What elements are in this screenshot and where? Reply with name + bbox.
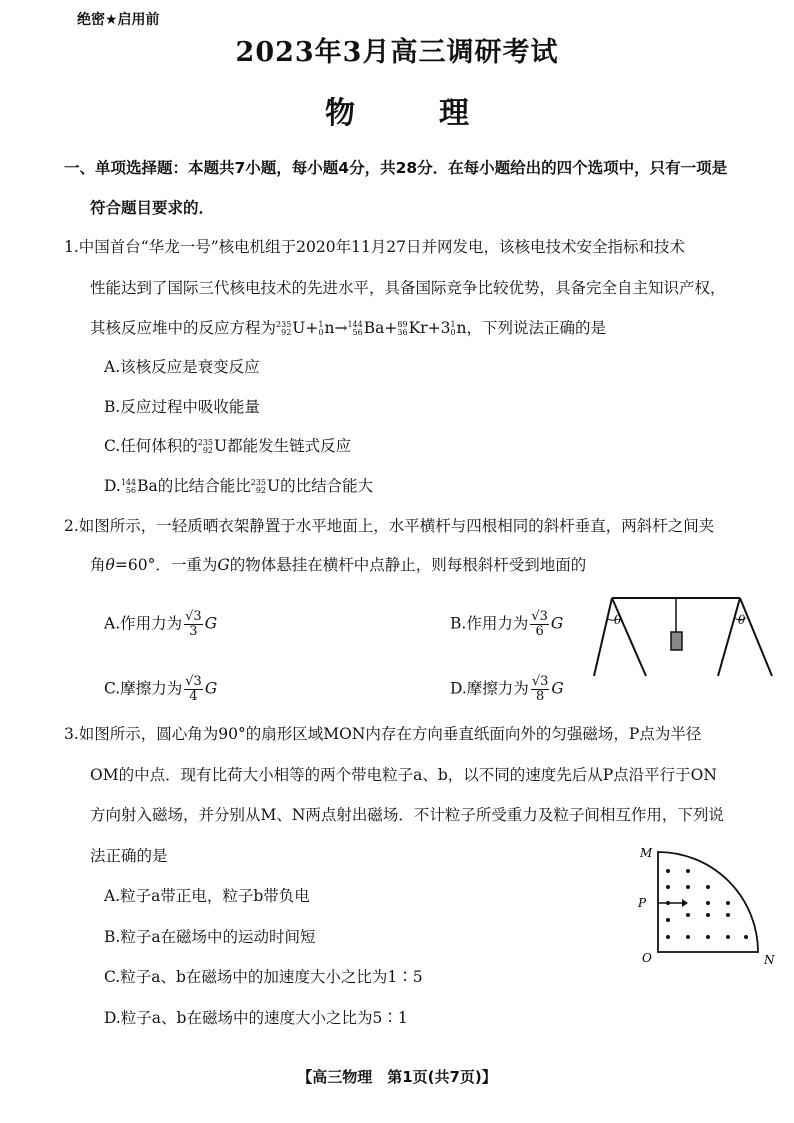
q2-line-1: 2.如图所示，一轻质晒衣架静置于水平地面上，水平横杆与四根相同的斜杆垂直，两斜杆之间夹 [64,517,715,535]
field-dot [744,935,748,939]
section-heading-line-2: 符合题目要求的． [90,199,215,217]
plus-sign: + [427,319,441,337]
option-text: C.任何体积的 [104,437,198,455]
numerator: √3 [531,609,548,624]
field-dots [666,869,748,939]
q2-option-c[interactable] [104,675,217,704]
q1-line-3-suffix: ，下列说法正确的是 [466,319,607,337]
q3-line-3: 方向射入磁场，并分别从M、N两点射出磁场．不计粒子所受重力及粒子间相互作用，下列说 [90,806,724,824]
field-dot [706,901,710,905]
weight-symbol: G [217,556,230,574]
denominator: 4 [189,689,198,704]
q1-option-d[interactable] [104,476,373,496]
atomic-number: 92 [202,446,214,455]
mass-number: 1 [450,320,456,329]
fraction [184,675,203,704]
fraction [184,610,203,639]
mass-number: 235 [197,438,214,447]
weight-symbol: G [551,679,564,698]
field-dot [726,913,730,917]
q1-option-a[interactable]: A.该核反应是衰变反应 [104,358,260,376]
symbol-Ba: Ba [363,319,385,337]
nuclide-index [198,439,213,455]
nuclear-equation [276,319,467,337]
q2-option-a[interactable] [104,610,217,639]
mass-number: 1 [318,320,324,329]
field-dot [726,935,730,939]
q3-line-2: OM的中点．现有比荷大小相等的两个带电粒子a、b，以不同的速度先后从P点沿平行于ON [90,766,717,784]
q1-line-3 [90,318,606,338]
atomic-number: 56 [125,486,137,495]
right-leg-inner [718,598,740,676]
option-text: D.摩擦力为 [450,679,529,698]
weight-symbol: G [204,679,218,698]
symbol-Kr: Kr [408,319,428,337]
numerator: √3 [531,674,549,689]
mass-number: 144 [347,320,363,329]
arrow: → [334,319,348,337]
fraction [530,610,549,639]
symbol-n: n [324,319,335,337]
field-dot [726,901,730,905]
label-M: M [640,846,653,860]
q1-line-2: 性能达到了国际三代核电技术的先进水平，具备国际竞争比较优势，具备完全自主知识产权， [90,279,726,297]
subject-char-1: 物 [325,96,355,131]
q3-option-d[interactable]: D.粒子a、b在磁场中的速度大小之比为5∶1 [104,1009,408,1027]
q3-line-4: 法正确的是 [90,847,168,865]
q2-text: 的物体悬挂在横杆中点静止，则每根斜杆受到地面的 [229,556,587,574]
field-dot [706,913,710,917]
nuclide-index [347,321,362,337]
hanging-weight [671,632,682,650]
atomic-number: 0 [318,328,324,337]
field-dot [666,869,670,873]
confidential-mark: 绝密★启用前 [77,12,160,28]
option-text: C.摩擦力为 [104,679,183,698]
q2-text: 角 [90,556,106,574]
field-dot [666,918,670,922]
q3-option-a[interactable]: A.粒子a带正电，粒子b带负电 [104,887,310,905]
weight-symbol: G [204,614,218,633]
nuclide-index [318,321,323,337]
mass-number: 89 [397,320,408,329]
label-N: N [764,953,775,967]
nuclide-index [397,321,407,337]
field-dot [666,901,670,905]
weight-symbol: G [550,614,564,633]
q2-line-2 [90,555,586,575]
theta-symbol: θ [105,556,115,574]
field-dot [686,935,690,939]
theta-label-left: θ [614,613,622,627]
nuclide-index [276,321,291,337]
nuclide-index [121,479,136,495]
mass-number: 235 [250,478,267,487]
mass-number: 235 [276,320,292,329]
numerator: √3 [185,674,202,689]
q3-option-b[interactable]: B.粒子a在磁场中的运动时间短 [104,928,316,946]
denominator: 6 [535,624,544,639]
field-dot [666,885,670,889]
symbol-n: n [456,319,467,337]
fraction [531,675,550,704]
option-text: Ba的比结合能比 [137,477,251,495]
q1-option-c[interactable] [104,436,351,456]
atomic-number: 92 [281,328,292,337]
option-text: U的比结合能大 [267,477,374,495]
plus-sign: + [305,319,319,337]
page-footer: 【高三物理 第1页(共7页)】 [297,1068,497,1086]
numerator: √3 [185,609,202,624]
left-leg-inner [612,598,646,676]
arrow-head [682,899,688,907]
coefficient: 3 [440,319,451,337]
q2-text: =60°．一重为 [114,556,218,574]
section-heading-line-1: 一、单项选择题：本题共7小题，每小题4分，共28分．在每小题给出的四个选项中，只有一项是 [64,159,728,177]
right-leg-outer [740,598,772,676]
option-text: D. [104,477,121,495]
q2-option-b[interactable] [450,610,563,639]
nuclide-index [450,321,455,337]
denominator: 3 [189,624,198,639]
q3-line-1: 3.如图所示，圆心角为90°的扇形区域MON内存在方向垂直纸面向外的匀强磁场，P点为半径 [64,725,702,743]
q1-line-3-prefix: 其核反应堆中的反应方程为 [90,319,277,337]
q2-option-d[interactable] [450,675,564,704]
plus-sign: + [384,319,398,337]
atomic-number: 0 [450,328,456,337]
symbol-U: U [292,319,306,337]
option-text: B.作用力为 [450,614,529,633]
q1-line-1: 1.中国首台“华龙一号”核电机组于2020年11月27日并网发电，该核电技术安全指标和技术 [64,238,686,256]
subject-char-2: 理 [439,96,469,131]
denominator: 8 [535,689,545,704]
left-leg-outer [594,598,612,676]
subject-title [0,88,794,132]
nuclide-index [251,479,266,495]
field-dot [706,885,710,889]
exam-title: 2023年3月高三调研考试 [235,37,559,68]
field-dot [686,869,690,873]
q3-option-c[interactable]: C.粒子a、b在磁场中的加速度大小之比为1∶5 [104,968,423,986]
clothes-rack-figure [590,592,780,682]
q1-option-b[interactable]: B.反应过程中吸收能量 [104,398,260,416]
atomic-number: 92 [255,486,267,495]
label-P: P [638,896,647,910]
label-O: O [642,951,652,965]
mass-number: 144 [120,478,137,487]
field-dot [686,885,690,889]
magnetic-sector-figure [630,840,780,970]
field-dot [666,935,670,939]
field-dot [686,913,690,917]
atomic-number: 56 [352,328,363,337]
theta-label-right: θ [738,613,746,627]
atomic-number: 36 [397,328,408,337]
option-text: U都能发生链式反应 [214,437,352,455]
option-text: A.作用力为 [104,614,183,633]
field-dot [706,935,710,939]
